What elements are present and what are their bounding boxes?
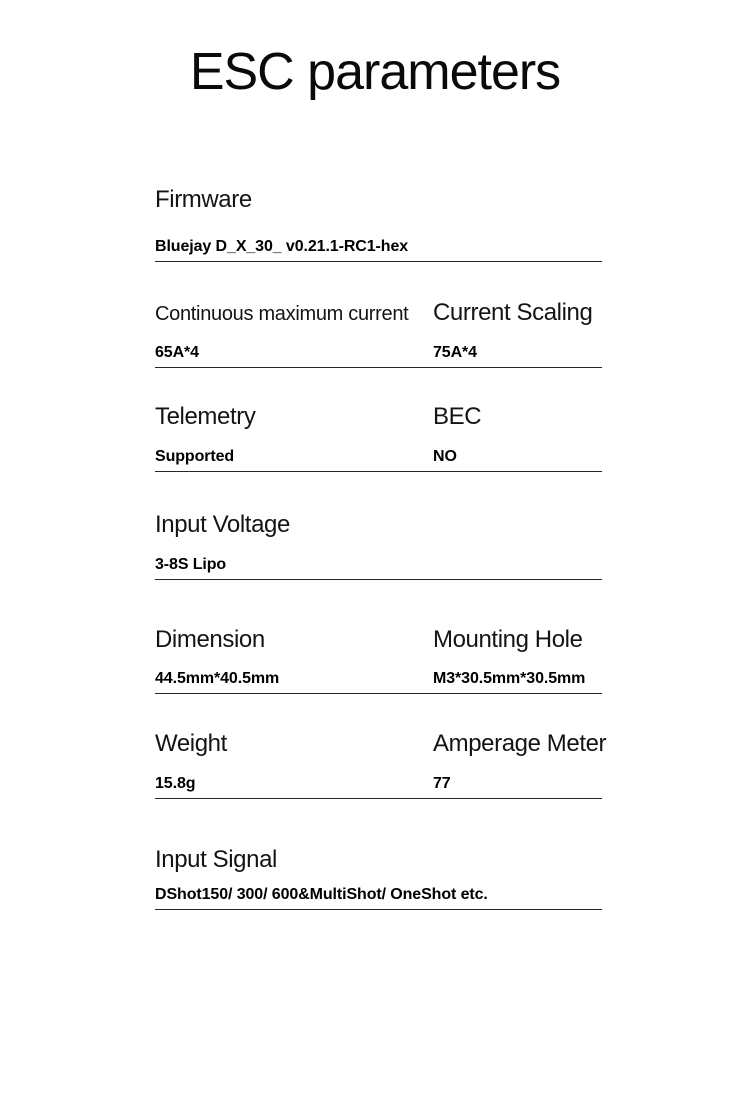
dimension-label: Dimension xyxy=(155,626,265,653)
weight-value: 15.8g xyxy=(155,774,196,792)
dimension-value: 44.5mm*40.5mm xyxy=(155,669,280,687)
section-weight-amperage xyxy=(155,730,607,799)
continuous-max-current-label: Continuous maximum current xyxy=(155,303,409,325)
input-signal-label: Input Signal xyxy=(155,846,277,873)
weight-label: Weight xyxy=(155,730,227,757)
current-scaling-value: 75A*4 xyxy=(433,343,477,361)
section-input-voltage xyxy=(155,511,602,580)
input-signal-value: DShot150/ 300/ 600&MultiShot/ OneShot etc. xyxy=(155,885,488,903)
section-firmware xyxy=(155,186,602,262)
input-voltage-value: 3-8S Lipo xyxy=(155,555,227,573)
firmware-value: Bluejay D_X_30_ v0.21.1-RC1-hex xyxy=(155,237,409,255)
section-input-signal xyxy=(155,846,602,910)
section-current xyxy=(155,299,602,368)
section-telemetry-bec xyxy=(155,403,602,472)
bec-label: BEC xyxy=(433,403,482,430)
firmware-label: Firmware xyxy=(155,186,252,213)
bec-value: NO xyxy=(433,447,457,465)
mounting-hole-label: Mounting Hole xyxy=(433,626,583,653)
telemetry-value: Supported xyxy=(155,447,235,465)
mounting-hole-value: M3*30.5mm*30.5mm xyxy=(433,669,586,687)
continuous-max-current-value: 65A*4 xyxy=(155,343,199,361)
amperage-meter-label: Amperage Meter xyxy=(433,730,607,757)
page-title: ESC parameters xyxy=(189,43,561,101)
input-voltage-label: Input Voltage xyxy=(155,511,290,538)
telemetry-label: Telemetry xyxy=(155,403,256,430)
amperage-meter-value: 77 xyxy=(433,774,451,792)
current-scaling-label: Current Scaling xyxy=(433,299,593,326)
section-dimension-mounting xyxy=(155,626,602,694)
